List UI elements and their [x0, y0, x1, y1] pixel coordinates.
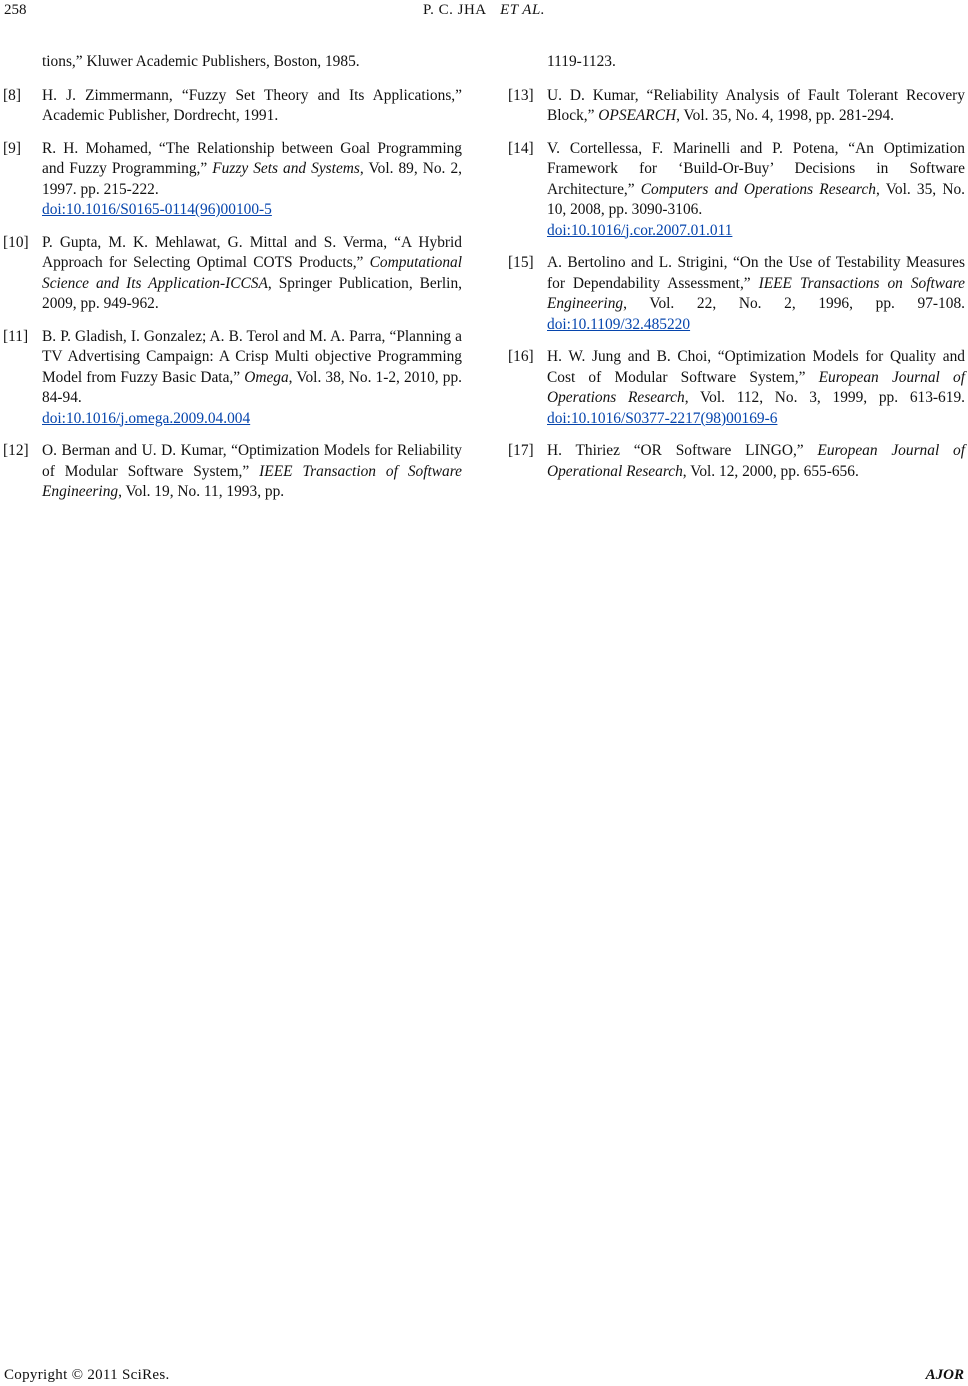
reference-continuation: 1119-1123.	[547, 53, 616, 70]
reference-details: , Vol. 35, No. 4, 1998, pp. 281-294.	[676, 107, 894, 124]
reference-journal: IEEE Transaction of Software Engineering	[42, 462, 463, 500]
right-column	[505, 52, 965, 494]
reference-number: [9]	[3, 139, 21, 157]
reference-9	[0, 139, 462, 221]
reference-number: [16]	[508, 348, 534, 365]
copyright-notice: Copyright © 2011 SciRes.	[4, 1367, 170, 1383]
running-head-authors: P. C. JHA	[422, 2, 486, 18]
reference-11	[0, 327, 462, 430]
reference-text: B. P. Gladish, I. Gonzalez; A. B. Terol and M. A. Parra, “Planning a TV Advertising Campaign: A Crisp Multi objective Programming Model from Fuzzy Basic Data,”	[42, 327, 462, 386]
reference-text: V. Cortellessa, F. Marinelli and P. Potena, “An Optimization Framework for ‘Build-Or-Buy’ Decisions in Software Architecture,”	[547, 139, 965, 198]
reference-details: , Vol. 22, No. 2, 1996, pp. 97-108.	[623, 295, 965, 312]
reference-journal: IEEE Transactions on Software Engineering	[547, 274, 966, 312]
reference-text: U. D. Kumar, “Reliability Analysis of Fault Tolerant Recovery Block,”	[547, 86, 965, 124]
reference-16	[505, 347, 965, 429]
reference-details: , Vol. 19, No. 11, 1993, pp.	[118, 483, 285, 500]
reference-8	[0, 86, 462, 127]
reference-number: [12]	[3, 442, 29, 459]
reference-text: O. Berman and U. D. Kumar, “Optimization Models for Reliability of Modular Software System,”	[42, 442, 462, 480]
reference-10	[0, 233, 462, 315]
reference-text: H. Thiriez “OR Software LINGO,”	[547, 442, 818, 459]
reference-number: [8]	[3, 86, 21, 104]
reference-journal: Computational Science and Its Application-ICCSA	[42, 254, 462, 292]
journal-abbreviation: AJOR	[925, 1367, 964, 1383]
reference-details: , Vol. 38, No. 1-2, 2010, pp. 84-94.	[42, 368, 463, 406]
doi-link[interactable]: doi:10.1016/S0165-0114(96)00100-5	[42, 201, 272, 218]
reference-14	[505, 139, 965, 242]
reference-journal: Computers and Operations Research	[640, 180, 876, 198]
page-number: 258	[4, 2, 27, 18]
reference-journal: European Journal of Operations Research	[547, 368, 966, 406]
reference-text: A. Bertolino and L. Strigini, “On the Use of Testability Measures for Dependability Assessment,”	[547, 254, 965, 292]
reference-number: [17]	[508, 442, 534, 459]
reference-journal: European Journal of Operational Research	[547, 442, 965, 480]
reference-text: H. W. Jung and B. Choi, “Optimization Models for Quality and Cost of Modular Software System,”	[547, 348, 965, 386]
reference-journal: OPSEARCH	[598, 107, 677, 124]
reference-details: , Vol. 12, 2000, pp. 655-656.	[682, 462, 859, 480]
doi-link[interactable]: doi:10.1016/j.omega.2009.04.004	[42, 409, 251, 427]
reference-text: R. H. Mohamed, “The Relationship between Goal Programming and Fuzzy Programming,”	[42, 139, 462, 177]
reference-15	[505, 253, 965, 335]
reference-text: P. Gupta, M. K. Mehlawat, G. Mittal and S. Verma, “A Hybrid Approach for Selecting Optimal COTS Products,”	[42, 233, 462, 271]
reference-journal: Omega	[244, 368, 289, 386]
reference-number: [11]	[3, 327, 29, 345]
doi-link[interactable]: doi:10.1109/32.485220	[547, 315, 691, 333]
doi-link[interactable]: doi:10.1016/j.cor.2007.01.011	[547, 221, 733, 239]
reference-17	[505, 441, 965, 482]
page-footer	[0, 1362, 968, 1384]
doi-link[interactable]: doi:10.1016/S0377-2217(98)00169-6	[547, 409, 778, 427]
reference-details: , Vol. 89, No. 2, 1997. pp. 215-222.	[42, 160, 462, 198]
reference-details: , Vol. 35, No. 10, 2008, pp. 3090-3106.	[547, 180, 965, 218]
reference-journal: Fuzzy Sets and Systems	[212, 160, 360, 177]
reference-text: H. J. Zimmermann, “Fuzzy Set Theory and Its Applications,” Academic Publisher, Dordrecht, 1991.	[42, 86, 462, 124]
reference-number: [10]	[3, 233, 29, 251]
reference-13	[505, 86, 965, 127]
reference-12	[0, 441, 462, 503]
reference-number: [14]	[508, 139, 534, 157]
running-head-et-al: ET AL.	[500, 2, 546, 18]
reference-details: , Vol. 112, No. 3, 1999, pp. 613-619.	[684, 389, 965, 406]
reference-number: [13]	[508, 86, 534, 104]
reference-details: , Springer Publication, Berlin, 2009, pp. 949-962.	[42, 274, 462, 312]
running-head	[0, 2, 968, 19]
reference-number: [15]	[508, 254, 534, 271]
left-column	[0, 52, 462, 515]
reference-continuation: tions,” Kluwer Academic Publishers, Boston, 1985.	[42, 53, 360, 70]
